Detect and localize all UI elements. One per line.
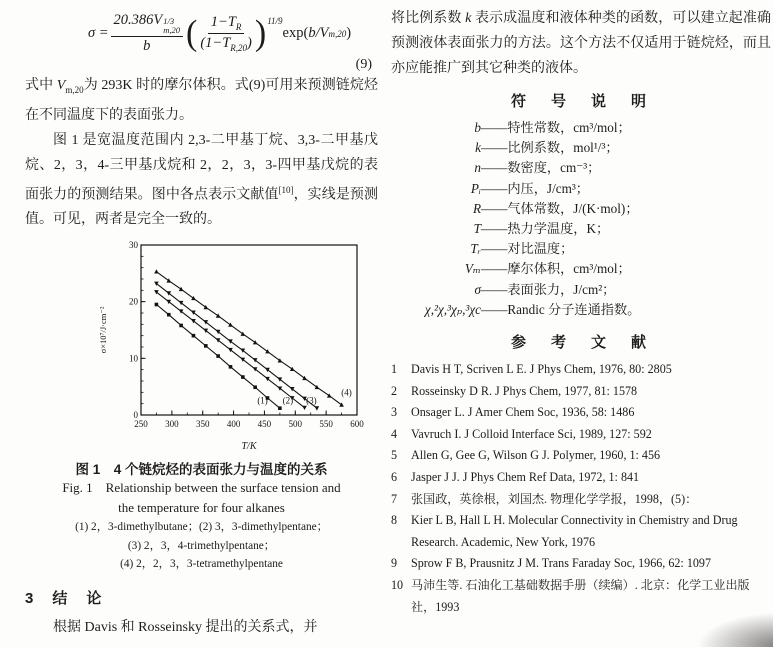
paragraph-conclusion: 根据 Davis 和 Rosseinsky 提出的关系式，并 [53, 619, 318, 635]
eq-lhs: σ = [87, 25, 109, 41]
equation-number: (9) [355, 57, 372, 72]
chart-series-3 [154, 282, 319, 411]
equation-9: σ = 20.386V 1/3 m,20 b ( $\frac{1-T_R}{(1-T_{R,20})}$ ) 11/9 exp( b/V m,20 ) [87, 12, 352, 54]
svg-text:500: 500 [288, 419, 303, 430]
series-label: (3) [306, 396, 317, 407]
series-label: (1) [257, 396, 268, 407]
svg-text:30: 30 [129, 240, 138, 251]
symbol-row: n ——数密度，cm⁻³； [474, 160, 601, 176]
x-axis-label: T/K [241, 441, 257, 453]
right-paragraph-1: 将比例系数 k 表示成温度和液体种类的函数，可以建立起准确预测液体表面张力的方法。这个方法不仅适用于链烷烃，而且亦应能推广到其它种类的液体。 [391, 11, 772, 76]
chart-axes [129, 240, 364, 429]
svg-text:350: 350 [195, 419, 210, 430]
citation-superscript: [10] [278, 184, 294, 195]
figure-caption-item-2: (3) 2，3，4-trimethylpentane； [127, 539, 276, 552]
y-axis-label: σ×10⁷/J·cm⁻² [98, 307, 108, 354]
figure-caption-en-2: the temperature for four alkanes [118, 500, 285, 516]
svg-text:300: 300 [165, 419, 179, 430]
symbol-row: χ,²χ,³χₚ,³χc ——Randic 分子连通指数。 [424, 301, 641, 317]
reference-item: 8 Kier L B, Hall L H. Molecular Connectivity in Chemistry and Drug Research. Academic, New York, 1976 [391, 513, 738, 549]
svg-text:550: 550 [319, 419, 333, 430]
svg-text:450: 450 [257, 419, 272, 430]
right-column [391, 6, 771, 618]
figure1-chart [95, 236, 369, 452]
symbol-row: Tᵣ ——对比温度； [470, 241, 574, 257]
figure-caption-item-3: (4) 2，2，3，3-tetramethylpentane [120, 558, 283, 571]
left-column [25, 4, 378, 640]
symbol-row: σ ——表面张力，J/cm²； [474, 281, 616, 297]
eq-fraction-2: $\frac{1-T_R}{(1-T_{R,20})}$ [200, 14, 252, 53]
reference-item: 2 Rosseinsky D R. J Phys Chem, 1977, 81: 1578 [391, 383, 638, 398]
svg-text:600: 600 [350, 419, 364, 430]
references-heading: 参 考 文 献 [510, 334, 651, 352]
symbol-row: T ——热力学温度，K； [473, 221, 610, 237]
symbol-row: k ——比例系数，mol¹/³； [475, 140, 619, 156]
svg-text:10: 10 [129, 353, 138, 364]
figure-caption-en-1: Fig. 1 Relationship between the surface tension and [62, 480, 341, 496]
paragraph-1: 式中 $V_{m,20}$为 293K 时的摩尔体积。式(9)可用来预测链烷烃在不同温度下的表面张力。 [25, 78, 379, 123]
symbols-heading: 符 号 说 明 [510, 93, 651, 110]
symbol-row: R ——气体常数，J/(K·mol)； [472, 200, 639, 216]
eq-fraction-1: 20.386V 1/3 m,20 b [111, 12, 184, 55]
figure-caption-item-1: (1) 2，3-dimethylbutane；(2) 3，3-dimethylpentane； [75, 521, 328, 534]
symbol-row: b ——特性常数，cm³/mol； [474, 120, 631, 135]
figure-caption-cn: 图 1 4 个链烷烃的表面张力与温度的关系 [75, 462, 328, 478]
reference-item: 1 Davis H T, Scriven L E. J Phys Chem, 1976, 80: 2805 [391, 362, 672, 377]
svg-text:0: 0 [133, 410, 138, 421]
reference-item: 3 Onsager L. J Amer Chem Soc, 1936, 58: 1486 [391, 405, 635, 420]
reference-item: 4 Vavruch I. J Colloid Interface Sci, 1989, 127: 592 [391, 426, 652, 441]
svg-text:20: 20 [129, 297, 138, 308]
reference-list [391, 359, 771, 618]
svg-text:400: 400 [226, 419, 241, 430]
paragraph-2: 图 1 是宽温度范围内 2,3-二甲基丁烷、3,3-二甲基戊烷、2，3，4-三甲基戊烷和 2，2，3，3-四甲基戊烷的表面张力的预测结果。图中各点表示文献值[10]，实线是预测值。可见，两者是完全一致的。 [25, 132, 378, 228]
reference-item: 6 Jasper J J. J Phys Chem Ref Data, 1972, 1: 841 [391, 470, 640, 484]
reference-item: 5 Allen G, Gee G, Wilson G J. Polymer, 1960, 1: 456 [391, 448, 661, 463]
symbol-row: Vₘ ——摩尔体积，cm³/mol； [464, 261, 631, 277]
section-heading-conclusion: 3 结 论 [25, 589, 104, 607]
chart-series-1 [155, 303, 282, 410]
svg-text:250: 250 [134, 419, 148, 430]
reference-item: 9 Sprow F B, Prausnitz J M. Trans Faraday Soc, 1966, 62: 1097 [391, 556, 712, 571]
eq-exponent: 11/9 [267, 15, 283, 26]
series-label: (4) [341, 388, 352, 399]
series-label: (2) [282, 396, 294, 407]
symbol-row: Pᵢ ——内压，J/cm³； [470, 180, 589, 196]
big-paren-open: ( [186, 13, 198, 53]
reference-item: 7 张国政，英徐根，刘国杰. 物理化学学报，1998，(5)： [391, 491, 698, 506]
chart-series-2 [154, 291, 307, 411]
big-paren-close: ) [254, 13, 267, 53]
symbol-list [391, 118, 771, 320]
reference-item: 10 马沛生等. 石油化工基础数据手册（续编）. 北京：化学工业出版社，1993 [391, 577, 750, 614]
scan-shadow-artifact [699, 613, 773, 647]
